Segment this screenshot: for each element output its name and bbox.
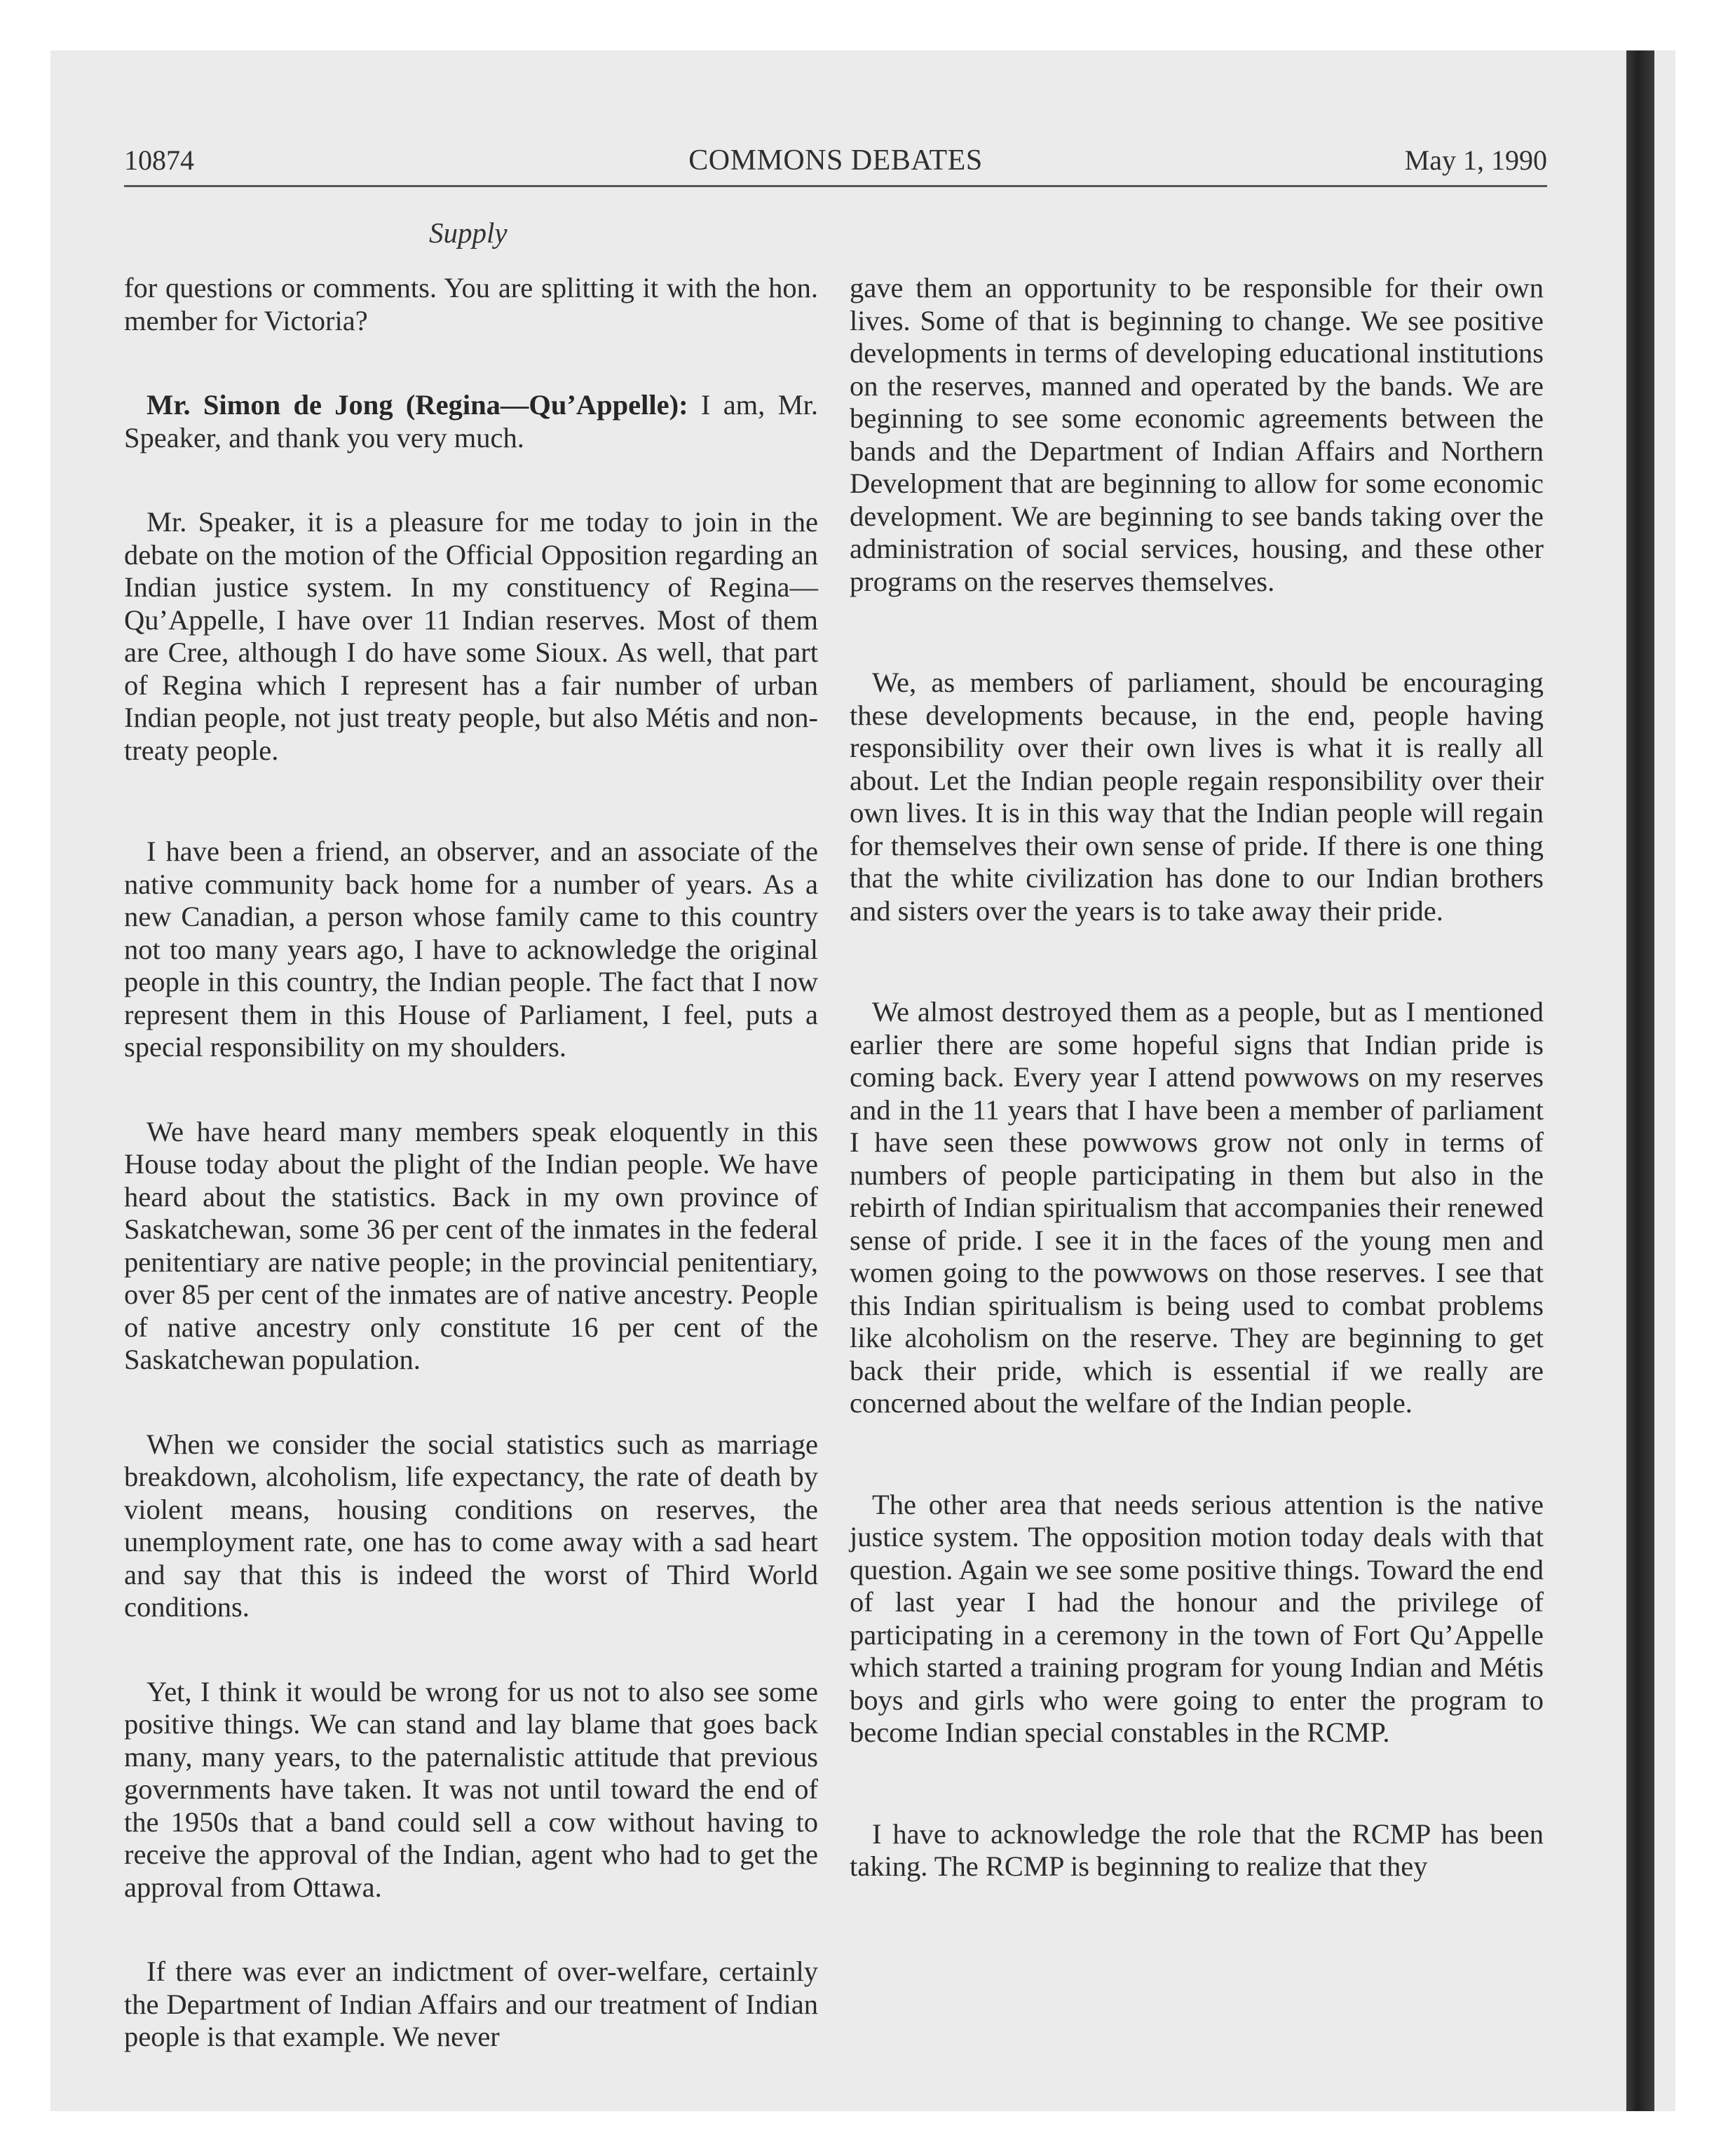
paragraph: gave them an opportunity to be responsible for their own lives. Some of that is beginning to change. We see positive developments in terms of developing educational institutions on the reserves, manned and operated by the bands. We are beginning to see some economic agreements between the bands and the Department of Indian Affairs and Northern Development that are beginning to allow for some economic development. We are beginning to see bands taking over the administration of social services, housing, and these other programs on the reserves themselves. (850, 272, 1544, 597)
paragraph: When we consider the social statistics such as marriage breakdown, alcoholism, life expectancy, the rate of death by violent means, housing conditions on reserves, the unemployment rate, one has to come away with a sad heart and say that this is indeed the worst of Third World conditions. (124, 1428, 818, 1623)
page-date: May 1, 1990 (1404, 144, 1547, 176)
paragraph: We have heard many members speak eloquently in this House today about the plight of the Indian people. We have heard about the statistics. Back in my own province of Saskatchewan, some 36 per cent of the inmates in the federal penitentiary are native people; in the provincial penitentiary, over 85 per cent of the inmates are of native ancestry. People of native ancestry only constitute 16 per cent of the Saskatchewan population. (124, 1115, 818, 1375)
paragraph: If there was ever an indictment of over-welfare, certainly the Department of Indian Affairs and our treatment of Indian people is that example. We never (124, 1956, 818, 2052)
speaker-paragraph (124, 389, 818, 454)
paragraph: Yet, I think it would be wrong for us not to also see some positive things. We can stand and lay blame that goes back many, many years, to the paternalistic attitude that previous governments have taken. It was not until toward the end of the 1950s that a band could sell a cow without having to receive the approval of the Indian, agent who had to get the approval from Ottawa. (124, 1675, 818, 1903)
journal-title: COMMONS DEBATES (688, 144, 983, 177)
paragraph: We, as members of parliament, should be encouraging these developments because, in the end, people having responsibility over their own lives is what it is really all about. Let the Indian people regain responsibility over their own lives. It is in this way that the Indian people will regain for themselves their own sense of pride. If there is one thing that the white civilization has done to our Indian brothers and sisters over the years is to take away their pride. (850, 667, 1544, 927)
speaker-remark: I am, Mr. Speaker, and thank you very much. (124, 389, 818, 453)
paragraph: The other area that needs serious attention is the native justice system. The opposition motion today deals with that question. Again we see some positive things. Toward the end of last year I had the honour and the privilege of participating in a ceremony in the town of Fort Qu’Appelle which started a training program for young Indian and Métis boys and girls who were going to enter the program to become Indian special constables in the RCMP. (850, 1488, 1544, 1748)
paragraph: We almost destroyed them as a people, but as I mentioned earlier there are some hopeful signs that Indian pride is coming back. Every year I attend powwows on my reserves and in the 11 years that I have been a member of parliament I have seen these powwows grow not only in terms of numbers of people participating in them but also in the rebirth of Indian spiritualism that accompanies their renewed sense of pride. I see it in the faces of the young men and women going to the powwows on those reserves. I see that this Indian spiritualism is being used to combat problems like alcoholism on the reserve. They are beginning to get back their pride, which is essential if we really are concerned about the welfare of the Indian people. (850, 996, 1544, 1419)
paragraph: for questions or comments. You are splitting it with the hon. member for Victoria? (124, 272, 818, 336)
header-rule (124, 185, 1547, 187)
paragraph: I have to acknowledge the role that the RCMP has been taking. The RCMP is beginning to realize that they (850, 1817, 1544, 1882)
speaker-name: Mr. Simon de Jong (Regina—Qu’Appelle): (147, 389, 688, 421)
right-column (850, 272, 1544, 1935)
page-number: 10874 (124, 144, 194, 176)
paragraph: I have been a friend, an observer, and an associate of the native community back home for a number of years. As a new Canadian, a person whose family came to this country not too many years ago, I have to acknowledge the original people in this country, the Indian people. The fact that I now represent them in this House of Parliament, I feel, puts a special responsibility on my shoulders. (124, 835, 818, 1063)
section-label: Supply (429, 217, 508, 249)
running-header (124, 144, 1547, 186)
paragraph: Mr. Speaker, it is a pleasure for me today to join in the debate on the motion of the Official Opposition regarding an Indian justice system. In my constituency of Regina—Qu’Appelle, I have over 11 Indian reserves. Most of them are Cree, although I do have some Sioux. As well, that part of Regina which I represent has a fair number of urban Indian people, not just treaty people, but also Métis and non-treaty people. (124, 506, 818, 766)
scan-binding-edge (1626, 50, 1654, 2111)
left-column (124, 272, 818, 2106)
